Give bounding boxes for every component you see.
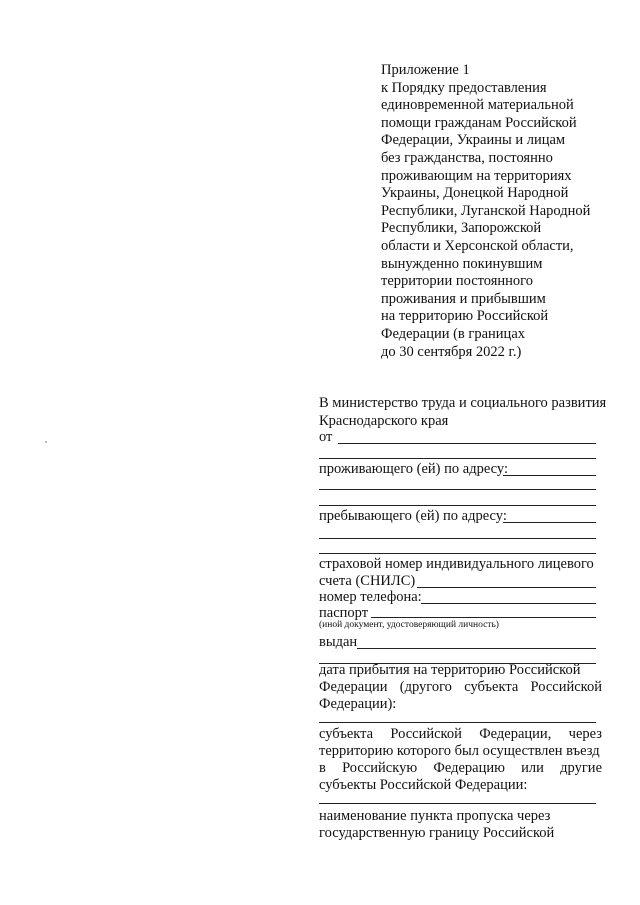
appendix-line: до 30 сентября 2022 г.) [381,343,522,360]
from-label: от [319,429,333,445]
residing-address-label: проживающего (ей) по адресу: [319,461,508,477]
appendix-line: проживания и прибывшим [381,290,546,307]
scan-speck [45,441,47,443]
arrival-date-label-line-1: дата прибытия на территорию Российской [319,662,581,678]
snils-label-line-2: счета (СНИЛС) [319,573,416,589]
passport-hint: (иной документ, удостоверяющий личность) [319,620,499,630]
residing-address-field[interactable] [503,475,596,476]
appendix-line: вынужденно покинувшим [381,255,543,272]
staying-address-field-line3[interactable] [319,553,596,554]
entry-subject-field[interactable] [319,803,596,804]
appendix-line: помощи гражданам Российской [381,114,577,131]
arrival-date-label-line-2: Федерации (другого субъекта Российской [319,679,602,695]
residing-address-field-line3[interactable] [319,505,596,506]
arrival-date-field[interactable] [319,722,596,723]
appendix-line: без гражданства, постоянно [381,149,553,166]
checkpoint-label-line-1: наименование пункта пропуска через [319,808,551,824]
entry-subject-label-line-4: субъекты Российской Федерации: [319,777,528,793]
appendix-line: территории постоянного [381,273,534,290]
addressee-line-1: В министерство труда и социального развития [319,395,607,411]
appendix-line: проживающим на территориях [381,167,572,184]
passport-field[interactable] [371,617,596,618]
passport-label: паспорт [319,605,369,621]
from-field-continued[interactable] [319,458,596,459]
phone-label: номер телефона: [319,589,422,605]
checkpoint-label-line-2: государственную границу Российской [319,825,555,841]
appendix-line: единовременной материальной [381,97,574,114]
snils-label-line-1: страховой номер индивидуального лицевого [319,556,594,572]
appendix-header [381,62,590,361]
staying-address-field[interactable] [503,522,596,523]
appendix-line: Федерации (в границах [381,325,526,342]
phone-field[interactable] [421,603,596,604]
appendix-line: Федерации, Украины и лицам [381,132,566,149]
entry-subject-label-line-3: в Российскую Федерацию или другие [319,760,602,776]
snils-field[interactable] [417,587,596,588]
addressee-line-2: Краснодарского края [319,413,449,429]
appendix-line: области и Херсонской области, [381,237,574,254]
staying-address-field-line2[interactable] [319,538,596,539]
entry-subject-label-line-2: территорию которого был осуществлен въезд [319,743,600,759]
appendix-line: на территорию Российской [381,308,549,325]
appendix-line: к Порядку предоставления [381,79,547,96]
arrival-date-label-line-3: Федерации): [319,696,397,712]
staying-address-label: пребывающего (ей) по адресу: [319,508,507,524]
residing-address-field-line2[interactable] [319,489,596,490]
appendix-line: Приложение 1 [381,62,470,78]
issued-by-field[interactable] [357,648,596,649]
appendix-line: Украины, Донецкой Народной [381,185,569,202]
appendix-line: Республики, Луганской Народной [381,202,591,219]
from-field[interactable] [338,443,596,444]
issued-by-label: выдан [319,634,358,650]
appendix-line: Республики, Запорожской [381,220,542,237]
entry-subject-label-line-1: субъекта Российской Федерации, через [319,726,602,742]
